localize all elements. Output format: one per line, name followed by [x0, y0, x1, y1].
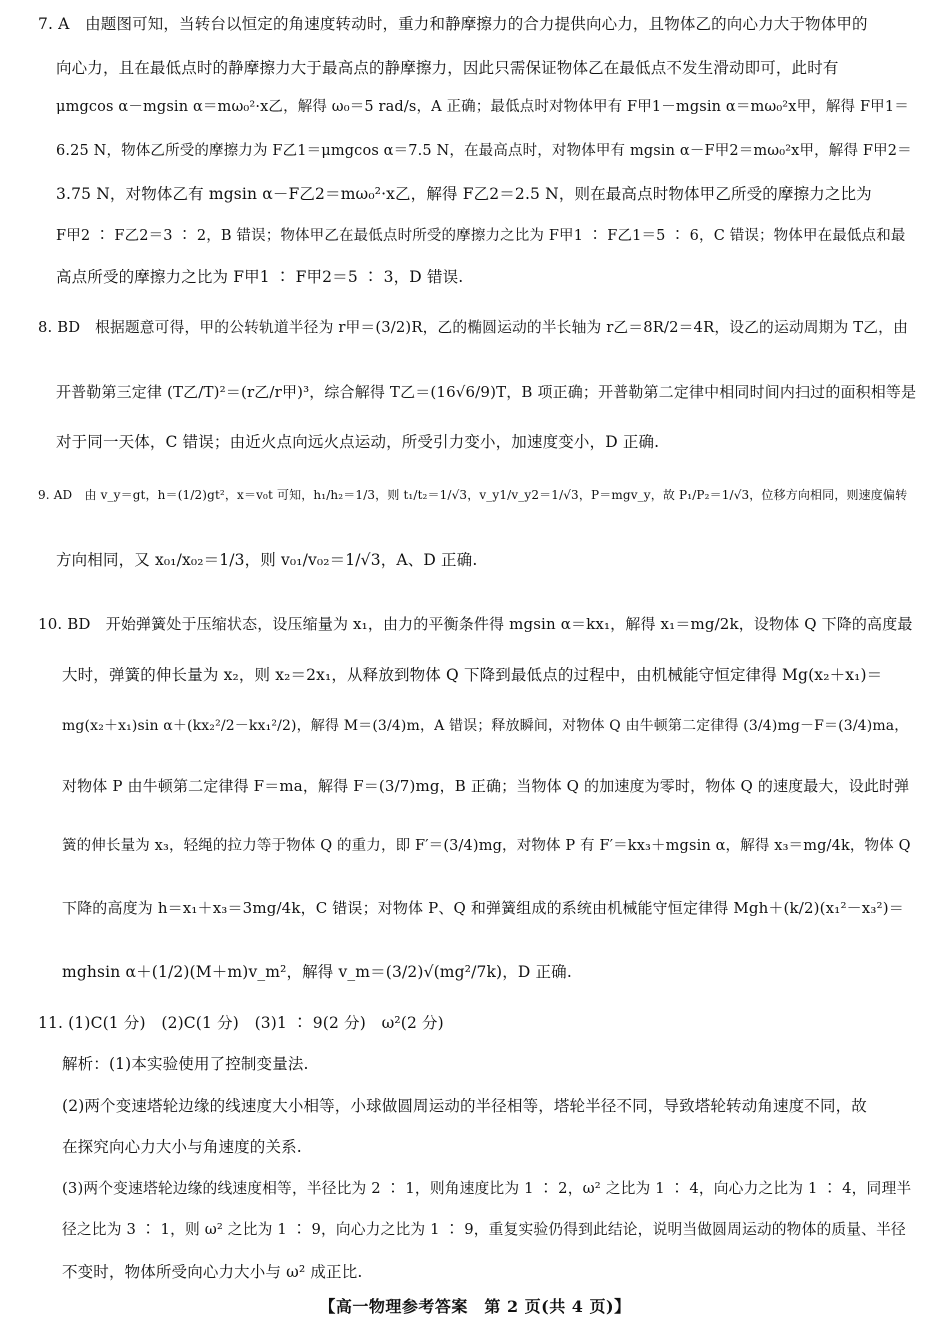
answer-line: (2)两个变速塔轮边缘的线速度大小相等，小球做圆周运动的半径相等，塔轮半径不同，导致塔轮转动角速度不同，故 [62, 1097, 867, 1115]
answer-line: mghsin α＋(1/2)(M＋m)v_m²，解得 v_m＝(3/2)√(mg²/7k)，D 正确. [62, 963, 572, 981]
answer-line: 解析：(1)本实验使用了控制变量法. [62, 1055, 309, 1073]
answer-line: 高点所受的摩擦力之比为 F甲1 ∶ F甲2＝5 ∶ 3，D 错误. [56, 268, 464, 286]
answer-line: 向心力，且在最低点时的静摩擦力大于最高点的静摩擦力，因此只需保证物体乙在最低点不发生滑动即可，此时有 [56, 59, 839, 77]
answer-line: 大时，弹簧的伸长量为 x₂，则 x₂＝2x₁，从释放到物体 Q 下降到最低点的过程中，由机械能守恒定律得 Mg(x₂＋x₁)＝ [62, 666, 883, 684]
answer-line: 7. A 由题图可知，当转台以恒定的角速度转动时，重力和静摩擦力的合力提供向心力，且物体乙的向心力大于物体甲的 [38, 15, 868, 33]
answer-line: 8. BD 根据题意可得，甲的公转轨道半径为 r甲＝(3/2)R，乙的椭圆运动的半长轴为 r乙＝8R/2＝4R，设乙的运动周期为 T乙，由 [38, 319, 908, 336]
answer-line: 簧的伸长量为 x₃，轻绳的拉力等于物体 Q 的重力，即 F′＝(3/4)mg，对物体 P 有 F′＝kx₃＋mgsin α，解得 x₃＝mg/4k，物体 Q [62, 838, 911, 854]
answer-line: μmgcos α－mgsin α＝mω₀²·x乙，解得 ω₀＝5 rad/s，A 正确；最低点时对物体甲有 F甲1－mgsin α＝mω₀²x甲，解得 F甲1＝ [56, 99, 909, 115]
answer-line: 下降的高度为 h＝x₁＋x₃＝3mg/4k，C 错误；对物体 P、Q 和弹簧组成的系统由机械能守恒定律得 Mgh＋(k/2)(x₁²－x₃²)＝ [62, 899, 904, 917]
answer-line: 对物体 P 由牛顿第二定律得 F＝ma，解得 F＝(3/7)mg，B 正确；当物体 Q 的加速度为零时，物体 Q 的速度最大，设此时弹 [62, 777, 910, 795]
answer-line: F甲2 ∶ F乙2＝3 ∶ 2，B 错误；物体甲乙在最低点时所受的摩擦力之比为 F甲1 ∶ F乙1＝5 ∶ 6，C 错误；物体甲在最低点和最 [56, 228, 906, 244]
answer-line: 不变时，物体所受向心力大小与 ω² 成正比. [62, 1263, 363, 1281]
answer-line: 开普勒第三定律 (T乙/T)²＝(r乙/r甲)³，综合解得 T乙＝(16√6/9)T，B 项正确；开普勒第二定律中相同时间内扫过的面积相等是 [56, 383, 917, 401]
answer-line: 6.25 N，物体乙所受的摩擦力为 F乙1＝μmgcos α＝7.5 N，在最高点时，对物体甲有 mgsin α－F甲2＝mω₀²x甲，解得 F甲2＝ [56, 143, 912, 159]
page-footer: 【高一物理参考答案 第 2 页(共 4 页)】 [319, 1297, 631, 1316]
answer-line: 10. BD 开始弹簧处于压缩状态，设压缩量为 x₁，由力的平衡条件得 mgsin α＝kx₁，解得 x₁＝mg/2k，设物体 Q 下降的高度最 [38, 615, 913, 633]
answer-line: 11. (1)C(1 分) (2)C(1 分) (3)1 ∶ 9(2 分) ω²(2 分) [38, 1014, 444, 1032]
answer-line: 方向相同，又 x₀₁/x₀₂＝1/3，则 v₀₁/v₀₂＝1/√3，A、D 正确. [56, 551, 478, 569]
answer-line: 3.75 N，对物体乙有 mgsin α－F乙2＝mω₀²·x乙，解得 F乙2＝2.5 N，则在最高点时物体甲乙所受的摩擦力之比为 [56, 185, 872, 203]
answer-line: 径之比为 3 ∶ 1，则 ω² 之比为 1 ∶ 9，向心力之比为 1 ∶ 9，重复实验仍得到此结论，说明当做圆周运动的物体的质量、半径 [62, 1221, 906, 1238]
answer-line: 在探究向心力大小与角速度的关系. [62, 1138, 302, 1156]
answer-line: mg(x₂＋x₁)sin α＋(kx₂²/2－kx₁²/2)，解得 M＝(3/4)m，A 错误；释放瞬间，对物体 Q 由牛顿第二定律得 (3/4)mg－F＝(3/4)ma， [62, 718, 909, 734]
answer-line: (3)两个变速塔轮边缘的线速度相等，半径比为 2 ∶ 1，则角速度比为 1 ∶ 2，ω² 之比为 1 ∶ 4，向心力之比为 1 ∶ 4，同理半 [62, 1180, 912, 1197]
answer-line: 对于同一天体，C 错误；由近火点向远火点运动，所受引力变小，加速度变小，D 正确. [56, 433, 660, 451]
answer-line: 9. AD 由 v_y＝gt，h＝(1/2)gt²，x＝v₀t 可知，h₁/h₂＝1/3，则 t₁/t₂＝1/√3，v_y1/v_y2＝1/√3，P＝mgv_y，故 P₁/P₂＝1/√3，位移方向相同，则速度偏转 [38, 488, 908, 502]
